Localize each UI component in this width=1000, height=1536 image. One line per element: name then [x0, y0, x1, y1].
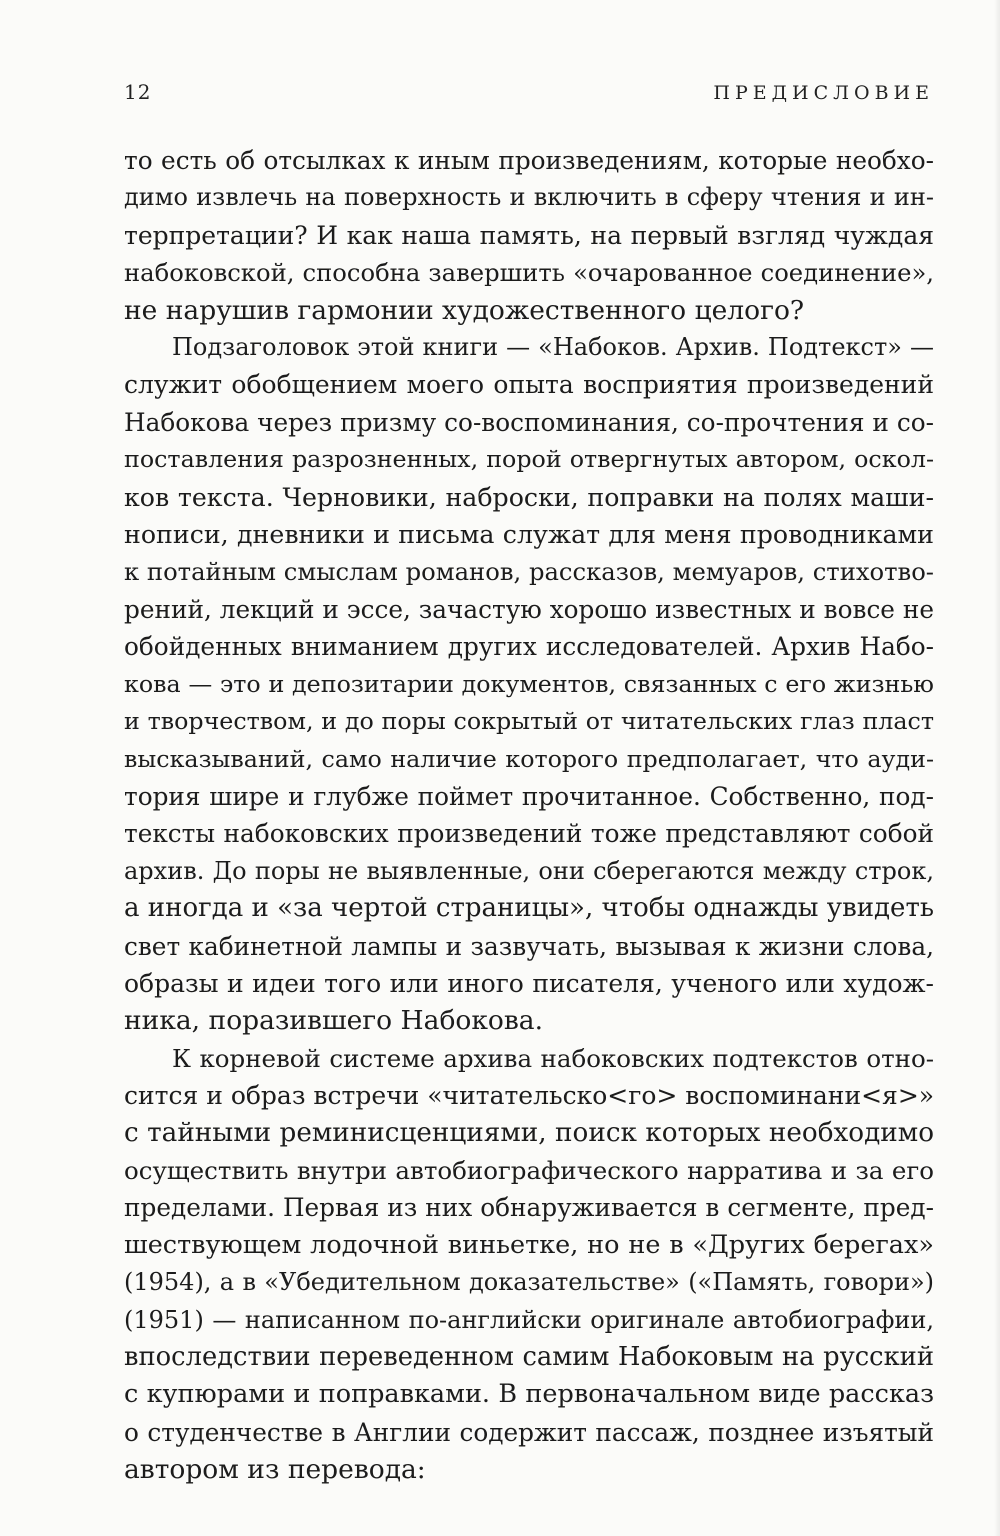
text-line: Набокова через призму со-воспоминания, со-прочтения и со-: [124, 407, 934, 437]
text-line: архив. До поры не выявленные, они сберегаются между строк,: [124, 856, 934, 885]
text-line: шествующем лодочной виньетке, но не в «Других берегах»: [124, 1229, 934, 1260]
text-line: нописи, дневники и письма служат для меня проводниками: [124, 520, 934, 550]
body-text: [124, 142, 934, 1489]
text-line: к потайным смыслам романов, рассказов, мемуаров, стихотво-: [124, 557, 934, 587]
text-line: а иногда и «за чертой страницы», чтобы однажды увидеть: [124, 893, 934, 924]
text-line: то есть об отсылках к иным произведениям, которые необхо-: [124, 146, 934, 175]
text-line: автором из перевода:: [124, 1454, 426, 1486]
text-line: обойденных вниманием других исследователей. Архив Набо-: [124, 632, 934, 662]
text-line: терпретации? И как наша память, на первый взгляд чуждая: [124, 220, 934, 250]
text-line: ника, поразившего Набокова.: [124, 1005, 544, 1037]
text-line: и творчеством, и до поры сокрытый от читательских глаз пласт: [124, 707, 934, 736]
paragraph-2: [124, 329, 934, 1040]
text-line: димо извлечь на поверхность и включить в сферу чтения и ин-: [124, 183, 934, 212]
text-line: рений, лекций и эссе, зачастую хорошо известных и вовсе не: [124, 594, 934, 624]
text-line: с тайными реминисценциями, поиск которых необходимо: [124, 1117, 934, 1148]
text-line: тексты набоковских произведений тоже представляют собой: [124, 819, 934, 849]
text-line: кова — это и депозитарии документов, связанных с его жизнью: [124, 669, 934, 698]
text-line: набоковской, способна завершить «очарованное соединение»,: [124, 258, 934, 288]
text-line: служит обобщением моего опыта восприятия произведений: [124, 370, 934, 400]
text-line: с купюрами и поправками. В первоначальном виде рассказ: [124, 1379, 934, 1410]
running-head: ПРЕДИСЛОВИЕ: [713, 82, 934, 104]
paragraph-1: [124, 142, 934, 329]
text-line: сится и образ встречи «читательско<го> воспоминани<я>»: [124, 1081, 935, 1111]
text-line: (1954), а в «Убедительном доказательстве» («Память, говори»): [124, 1268, 934, 1297]
text-line: поставления разрозненных, порой отвергнутых автором, оскол-: [124, 445, 934, 474]
text-line: пределами. Первая из них обнаруживается в сегменте, пред-: [124, 1193, 934, 1223]
text-line: ков текста. Черновики, наброски, поправки на полях маши-: [124, 482, 934, 512]
text-line: образы и идеи того или иного писателя, ученого или худож-: [124, 968, 934, 998]
page-number: 12: [124, 80, 152, 104]
text-line: Подзаголовок этой книги — «Набоков. Архив. Подтекст» —: [172, 333, 934, 362]
text-line: тория шире и глубже поймет прочитанное. Собственно, под-: [124, 781, 934, 811]
text-line: (1951) — написанном по-английски оригинале автобиографии,: [124, 1305, 934, 1334]
paragraph-3: [124, 1040, 934, 1489]
text-line: о студенчестве в Англии содержит пассаж, позднее изъятый: [124, 1417, 934, 1447]
text-line: свет кабинетной лампы и зазвучать, вызывая к жизни слова,: [124, 931, 934, 961]
text-line: высказываний, само наличие которого предполагает, что ауди-: [124, 744, 934, 773]
text-line: не нарушив гармонии художественного целого?: [124, 294, 805, 326]
text-line: К корневой системе архива набоковских подтекстов отно-: [172, 1043, 934, 1073]
text-line: впоследствии переведенном самим Набоковым на русский: [124, 1342, 934, 1372]
text-line: осуществить внутри автобиографического нарратива и за его: [124, 1155, 934, 1185]
page-edge-shadow: [994, 0, 1000, 1536]
